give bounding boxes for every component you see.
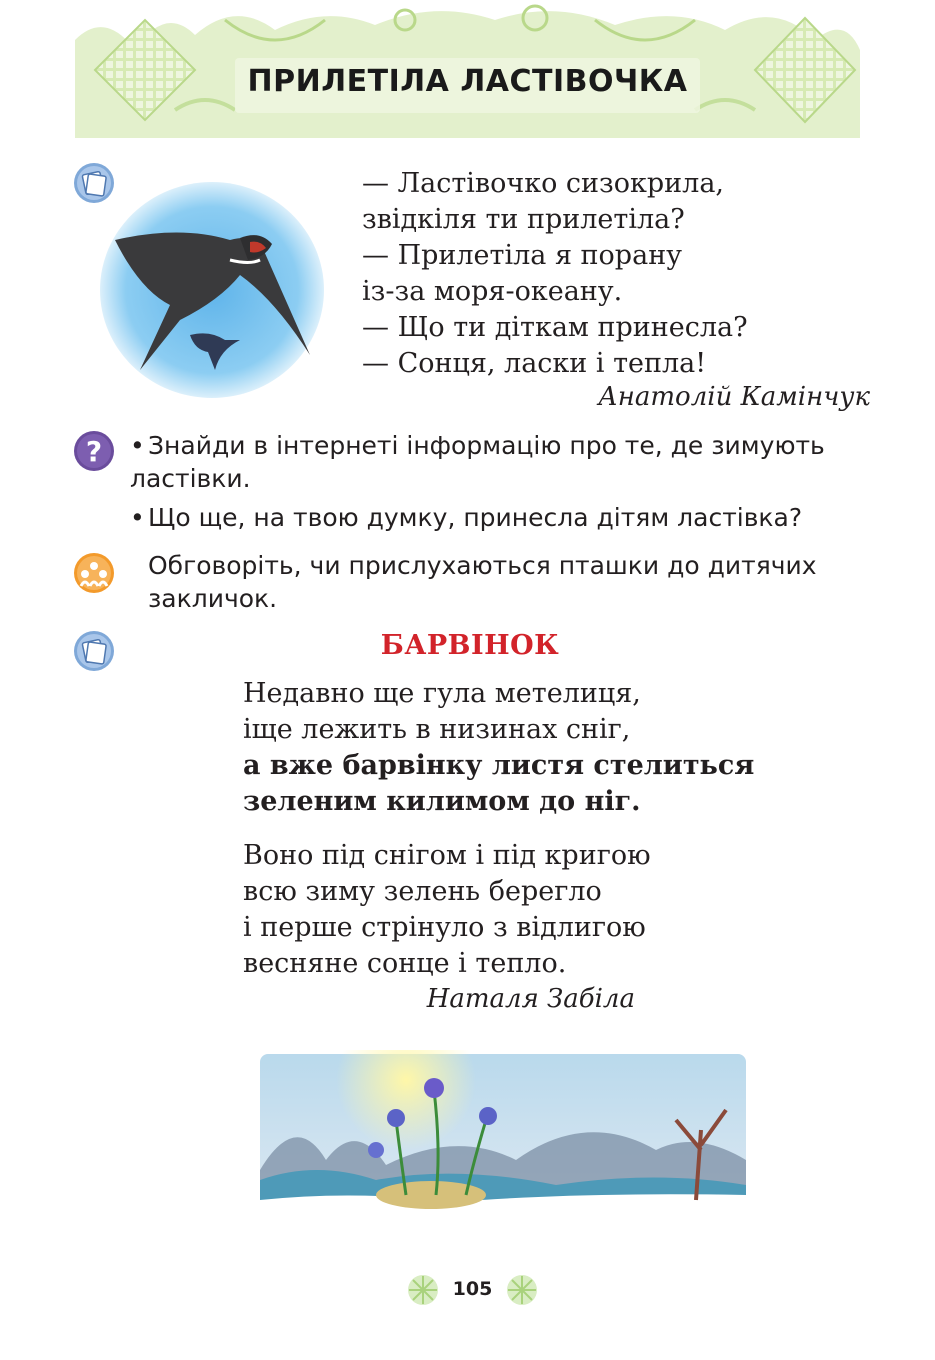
page-title: ПРИЛЕТІЛА ЛАСТІВОЧКА xyxy=(247,64,688,99)
book-reading-icon xyxy=(73,630,115,672)
poem-line: Воно під снігом і під кригою xyxy=(243,840,651,871)
discussion-task: Обговоріть, чи прислухаються пташки до дитячих закличок. xyxy=(148,551,817,613)
poem-stanza xyxy=(243,838,754,982)
poem-line: із-за моря-океану. xyxy=(362,276,623,307)
bullet: • xyxy=(130,431,145,460)
poem-line: зеленим килимом до ніг. xyxy=(243,786,641,817)
poem-author: Анатолій Камінчук xyxy=(598,382,870,412)
page-number: 105 xyxy=(452,1278,493,1300)
question-text: Знайди в інтернеті інформацію про те, де зимують ластівки. xyxy=(130,431,825,493)
poem-swallow xyxy=(362,166,748,382)
header-banner xyxy=(75,0,860,138)
question-mark-icon xyxy=(73,430,115,472)
poem-line: а вже барвінку листя стелиться xyxy=(243,750,755,781)
svg-text:?: ? xyxy=(85,435,103,468)
poem-line: — Що ти діткам принесла? xyxy=(362,312,748,343)
poem-line: весняне сонце і тепло. xyxy=(243,948,567,979)
poem-periwinkle xyxy=(243,676,754,982)
poem-line: Недавно ще гула метелиця, xyxy=(243,678,641,709)
group-discussion-icon xyxy=(73,552,115,594)
poem-line: і перше стрінуло з відлигою xyxy=(243,912,646,943)
poem-line: — Прилетіла я порану xyxy=(362,240,683,271)
poem-title: БАРВІНОК xyxy=(380,630,560,661)
page-number-area xyxy=(405,1270,540,1310)
question-text: Що ще, на твою думку, принесла дітям ластівка? xyxy=(148,503,803,532)
poem-line: іще лежить в низинах сніг, xyxy=(243,714,631,745)
poem-line: — Ластівочко сизокрила, xyxy=(362,168,725,199)
poem-author: Наталя Забіла xyxy=(426,984,635,1014)
poem-line: — Сонця, ласки і тепла! xyxy=(362,348,707,379)
periwinkle-illustration xyxy=(256,1050,750,1222)
poem-line: всю зиму зелень берегло xyxy=(243,876,602,907)
bullet: • xyxy=(130,503,145,532)
poem-line: звідкіля ти прилетіла? xyxy=(362,204,685,235)
question-item xyxy=(130,501,880,534)
swallow-illustration xyxy=(100,180,325,400)
question-item xyxy=(130,429,880,495)
